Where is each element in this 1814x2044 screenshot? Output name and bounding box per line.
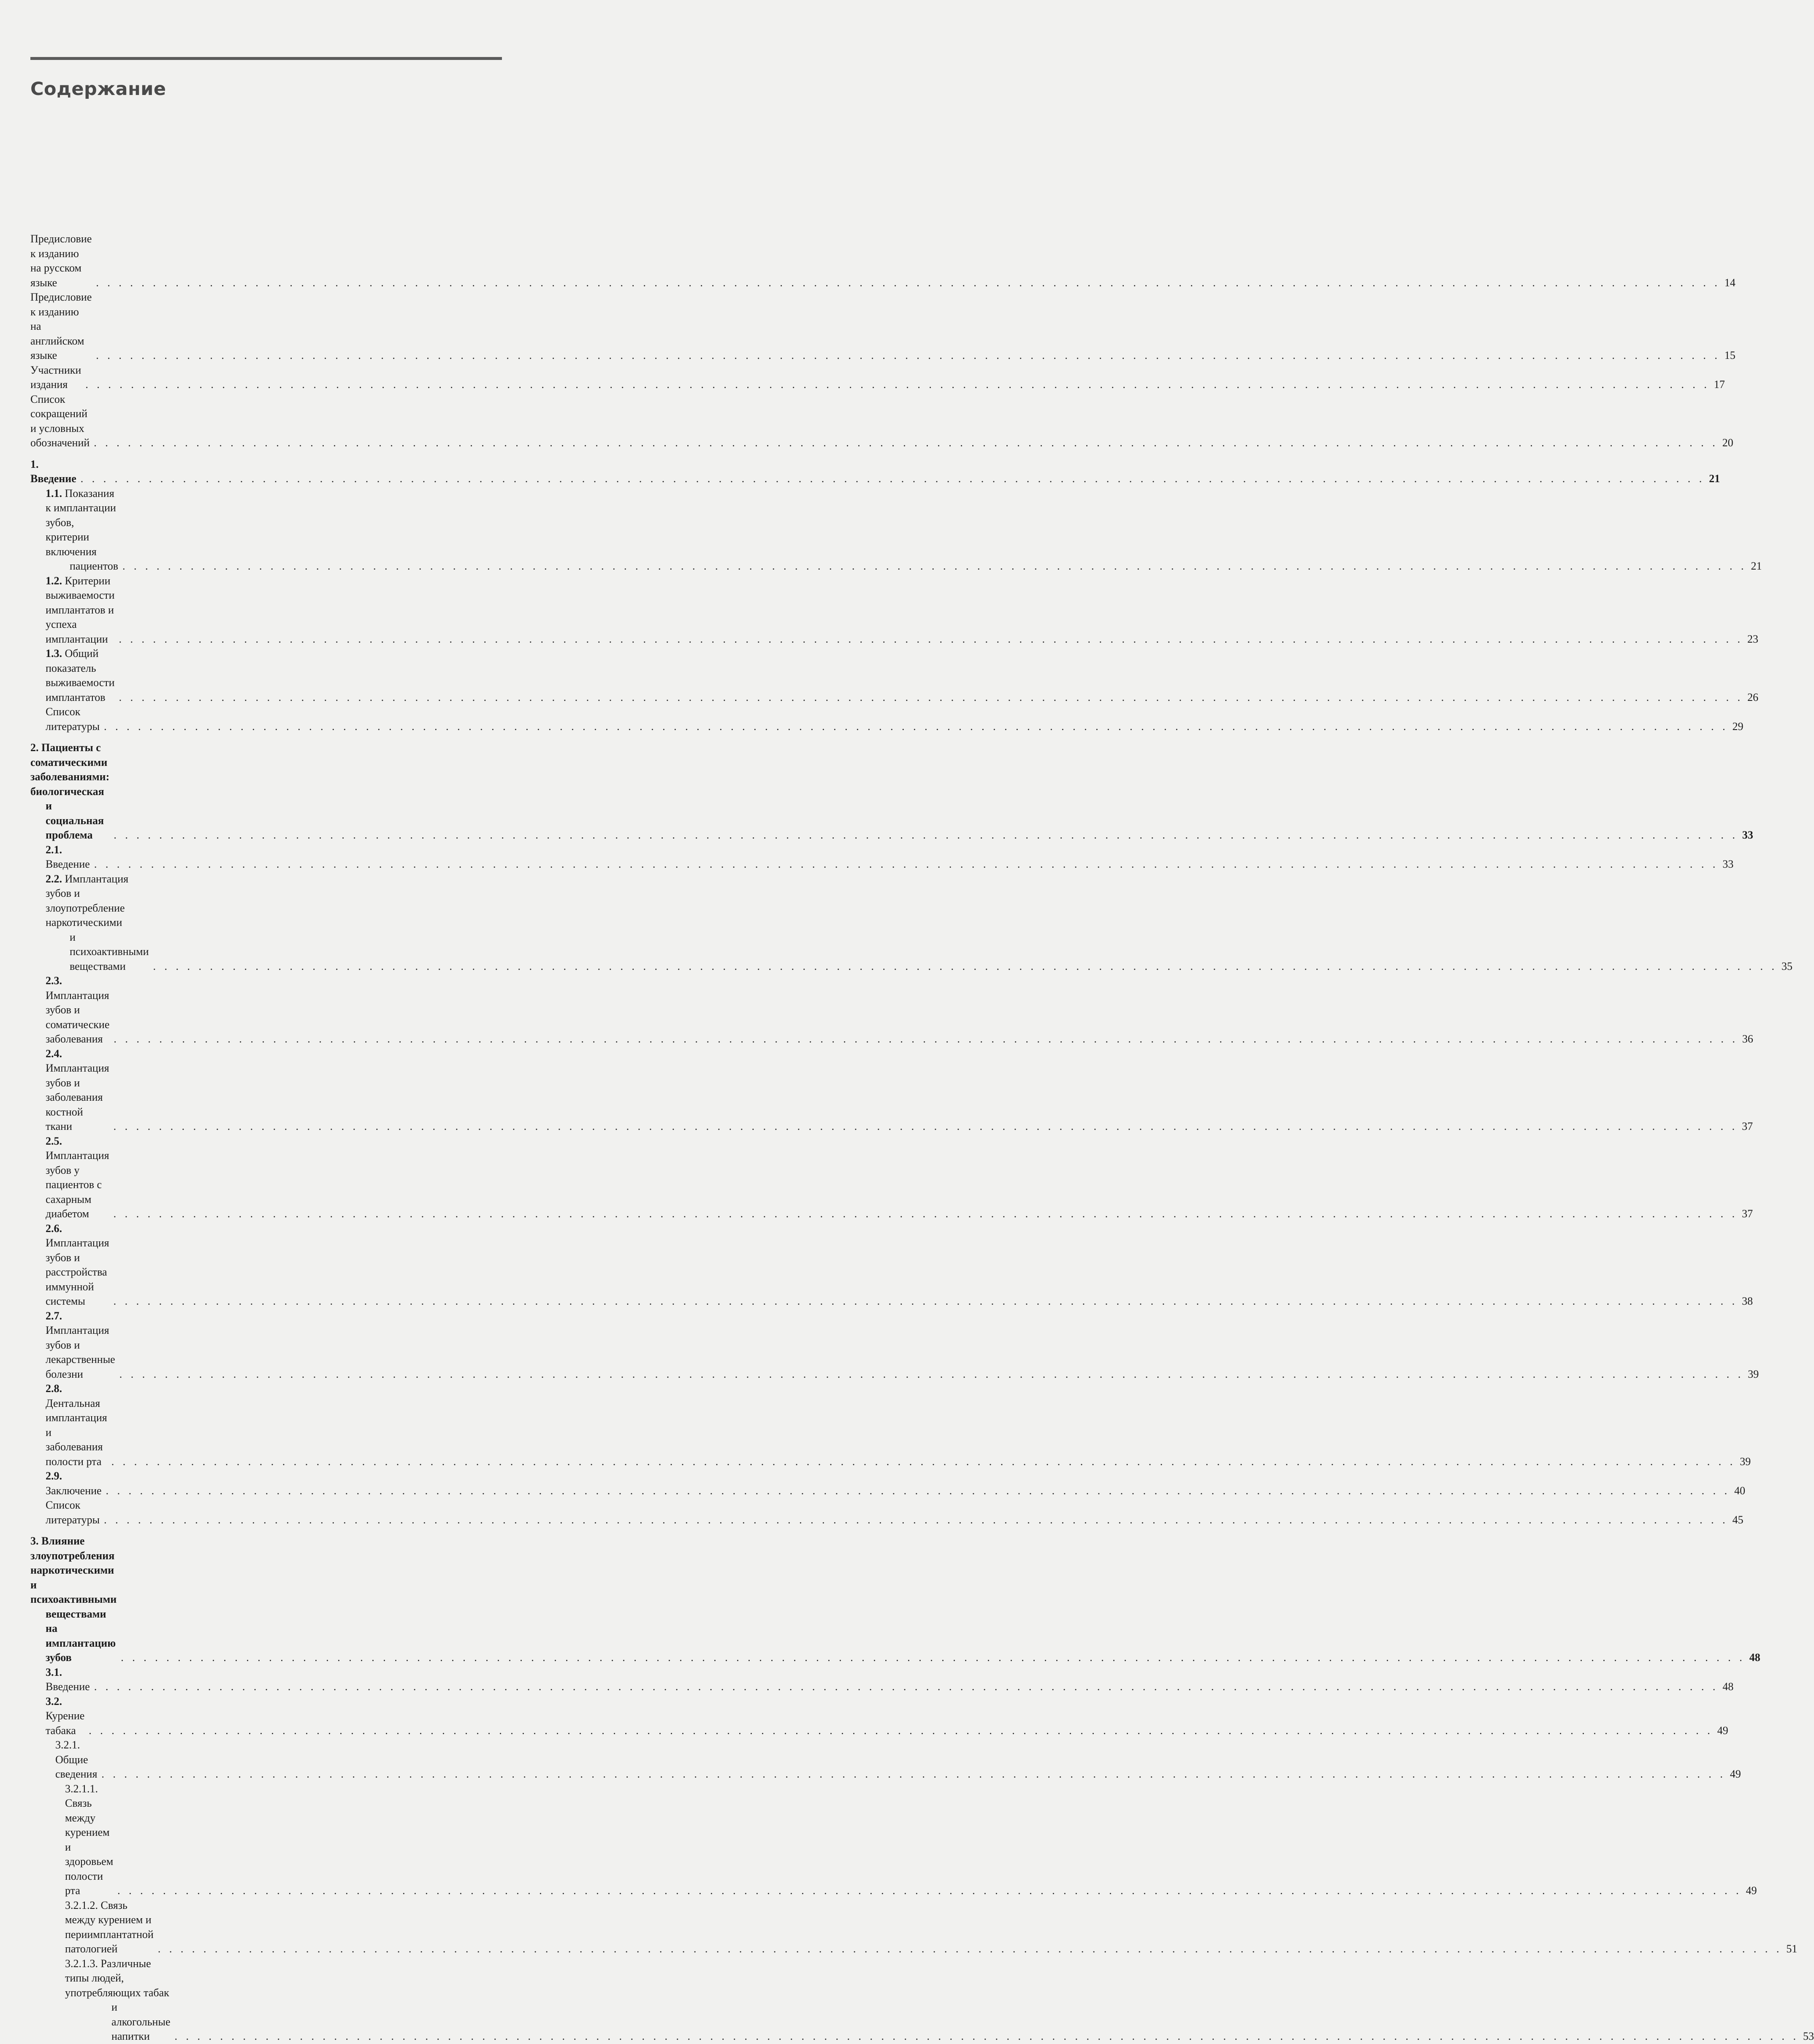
toc-page-number: 48 <box>1722 1680 1734 1693</box>
toc-number: 3.2.1.1. <box>65 1782 98 1795</box>
toc-page-number: 20 <box>1722 437 1733 449</box>
toc-number: 2.2. <box>46 872 62 885</box>
dot-leader <box>122 559 1747 574</box>
dot-leader <box>104 1513 1728 1528</box>
toc-number: 1.1. <box>46 487 62 499</box>
toc-entry-title-line2: и алкогольные напитки <box>111 2001 171 2042</box>
toc-number: 3. <box>30 1535 39 1547</box>
toc-number: 2.8. <box>46 1382 62 1395</box>
dot-leader <box>121 1650 1745 1665</box>
toc-page-number: 45 <box>1732 1513 1744 1526</box>
toc-entry-title-line1: Различные типы людей, употребляющих табак <box>65 1957 169 1999</box>
toc-entry-title: Курение табака <box>46 1710 85 1737</box>
toc-section-2-8[interactable] <box>30 1382 1751 1469</box>
toc-section-2-2[interactable] <box>30 872 1793 974</box>
toc-entry-title: Список литературы <box>46 706 100 733</box>
toc-chapter-1[interactable] <box>30 457 1720 486</box>
toc-section-2-5[interactable] <box>30 1134 1753 1222</box>
toc-page-number: 36 <box>1742 1033 1753 1045</box>
toc-section-3-2-1-2[interactable] <box>30 1898 1798 1957</box>
dot-leader <box>119 632 1744 647</box>
toc-section-3-1[interactable] <box>30 1665 1734 1694</box>
dot-leader <box>85 377 1710 392</box>
toc-entry-title: Имплантация зубов и заболевания костной ткани <box>46 1062 109 1132</box>
toc-entry-title-line1: Показания к имплантации зубов, критерии включения <box>46 487 116 558</box>
toc-entry-contributors[interactable] <box>30 363 1725 392</box>
toc-page-number: 53 <box>1803 2030 1814 2042</box>
toc-page-number: 17 <box>1714 378 1725 391</box>
toc-entry-title-line2: и социальная проблема <box>46 800 104 841</box>
toc-references-1[interactable] <box>30 705 1744 734</box>
toc-entry-title: Предисловие к изданию на русском языке <box>30 233 92 289</box>
toc-number: 2.9. <box>46 1470 62 1482</box>
toc-number: 2.7. <box>46 1309 62 1322</box>
dot-leader <box>96 348 1720 363</box>
dot-leader <box>119 1367 1744 1382</box>
dot-leader <box>114 828 1738 843</box>
toc-entry-title: Список литературы <box>46 1499 100 1526</box>
toc-entry-title: Связь между курением и периимплантатной патологией <box>65 1899 154 1955</box>
toc-number: 1.2. <box>46 574 62 587</box>
toc-number: 2.1. <box>46 843 62 856</box>
dot-leader <box>111 1455 1736 1469</box>
dot-leader <box>101 1767 1726 1782</box>
toc-page-number: 26 <box>1747 691 1759 703</box>
toc-entry-title: Введение <box>46 858 90 870</box>
header-rule <box>30 57 502 60</box>
toc-page-number: 49 <box>1717 1724 1728 1737</box>
toc-entry-title: Имплантация зубов и расстройства иммунной системы <box>46 1237 109 1307</box>
toc-page-number: 33 <box>1742 829 1753 841</box>
toc-page-number: 35 <box>1781 960 1793 972</box>
toc-number: 2.4. <box>46 1047 62 1060</box>
dot-leader <box>153 959 1778 974</box>
toc-entry-preface-en[interactable] <box>30 290 1735 363</box>
toc-entry-title: Участники издания <box>30 364 81 391</box>
toc-page-number: 15 <box>1724 349 1735 361</box>
toc-section-2-1[interactable] <box>30 843 1734 872</box>
dot-leader <box>114 1119 1738 1134</box>
toc-section-3-2-1[interactable] <box>30 1738 1741 1782</box>
dot-leader <box>89 1724 1713 1738</box>
dot-leader <box>96 276 1720 290</box>
toc-entry-title-line1: Пациенты с соматическими заболеваниями: биологическая <box>30 741 110 798</box>
dot-leader <box>94 436 1718 451</box>
page-title: Содержание <box>30 79 166 100</box>
dot-leader <box>81 472 1705 486</box>
toc-section-3-2[interactable] <box>30 1694 1728 1738</box>
toc-number: 2. <box>30 741 39 754</box>
toc-page-number: 49 <box>1730 1768 1741 1780</box>
toc-entry-title: Общие сведения <box>55 1753 98 1780</box>
table-of-contents <box>30 232 1814 2044</box>
toc-number: 2.6. <box>46 1222 62 1235</box>
toc-entry-title: Введение <box>46 1680 90 1693</box>
toc-references-2[interactable] <box>30 1498 1744 1527</box>
toc-number: 3.2. <box>46 1695 62 1707</box>
toc-entry-title: Критерии выживаемости имплантатов и успеха имплантации <box>46 574 115 645</box>
dot-leader <box>114 1294 1738 1309</box>
toc-page-number: 39 <box>1748 1368 1759 1380</box>
toc-entry-title-line2: веществами на имплантацию зубов <box>46 1607 116 1664</box>
toc-page-number: 49 <box>1746 1884 1757 1897</box>
toc-entry-title: Введение <box>30 472 76 485</box>
toc-page-number: 23 <box>1747 632 1759 645</box>
toc-entry-title: Имплантация зубов и лекарственные болезни <box>46 1324 115 1380</box>
toc-entry-title-line1: Имплантация зубов и злоупотребление наркотическими <box>46 872 129 928</box>
toc-entry-preface-ru[interactable] <box>30 232 1735 290</box>
toc-section-2-3[interactable] <box>30 974 1753 1047</box>
toc-entry-title: Дентальная имплантация и заболевания полости рта <box>46 1397 107 1468</box>
toc-entry-title-line2: пациентов <box>70 560 119 572</box>
toc-page-number: 14 <box>1724 276 1735 289</box>
toc-section-1-2[interactable] <box>30 574 1759 647</box>
toc-entry-title: Связь между курением и здоровьем полости рта <box>65 1797 114 1897</box>
toc-number: 2.3. <box>46 974 62 987</box>
toc-section-2-6[interactable] <box>30 1222 1753 1309</box>
toc-page-number: 48 <box>1749 1651 1760 1664</box>
toc-page-number: 40 <box>1734 1484 1746 1497</box>
dot-leader <box>114 1207 1738 1222</box>
toc-section-2-4[interactable] <box>30 1047 1753 1134</box>
toc-page-number: 37 <box>1742 1208 1753 1220</box>
toc-number: 2.5. <box>46 1135 62 1147</box>
toc-page-number: 29 <box>1732 720 1744 733</box>
toc-page-number: 37 <box>1742 1120 1753 1132</box>
toc-page-number: 39 <box>1740 1455 1751 1468</box>
toc-page-number: 51 <box>1786 1943 1798 1955</box>
dot-leader <box>117 1884 1742 1898</box>
toc-page-number: 21 <box>1751 560 1762 572</box>
dot-leader <box>94 1680 1719 1694</box>
toc-chapter-3[interactable] <box>30 1534 1760 1665</box>
toc-entry-title-line1: Влияние злоупотребления наркотическими и психоактивными <box>30 1535 117 1605</box>
toc-chapter-2[interactable] <box>30 741 1753 843</box>
toc-number: 3.1. <box>46 1666 62 1678</box>
toc-entry-title: Заключение <box>46 1484 102 1497</box>
toc-number: 3.2.1.3. <box>65 1957 98 1970</box>
toc-entry-title: Общий показатель выживаемости имплантатов <box>46 647 115 703</box>
toc-number: 3.2.1. <box>55 1739 80 1751</box>
toc-number: 1. <box>30 458 39 470</box>
toc-entry-title: Список сокращений и условных обозначений <box>30 393 90 449</box>
toc-number: 3.2.1.2. <box>65 1899 98 1911</box>
toc-section-3-2-1-1[interactable] <box>30 1782 1757 1898</box>
toc-section-1-3[interactable] <box>30 646 1759 705</box>
toc-entry-title: Имплантация зубов у пациентов с сахарным диабетом <box>46 1149 109 1220</box>
dot-leader <box>119 690 1744 705</box>
toc-page-number: 33 <box>1722 858 1734 870</box>
toc-section-3-2-1-3[interactable] <box>30 1957 1814 2044</box>
dot-leader <box>174 2029 1799 2044</box>
dot-leader <box>94 857 1719 872</box>
toc-page-number: 38 <box>1742 1295 1753 1307</box>
dot-leader <box>106 1484 1730 1498</box>
toc-section-2-7[interactable] <box>30 1309 1759 1382</box>
toc-page-number: 21 <box>1709 472 1720 485</box>
dot-leader <box>114 1032 1738 1047</box>
dot-leader <box>104 719 1728 734</box>
toc-section-2-9[interactable] <box>30 1469 1746 1498</box>
toc-number: 1.3. <box>46 647 62 660</box>
toc-entry-title: Имплантация зубов и соматические заболевания <box>46 989 110 1045</box>
dot-leader <box>158 1942 1782 1957</box>
toc-entry-title: Предисловие к изданию на английском языке <box>30 291 92 361</box>
toc-entry-abbreviations[interactable] <box>30 392 1733 451</box>
toc-section-1-1[interactable] <box>30 486 1762 574</box>
toc-entry-title-line2: и психоактивными веществами <box>70 931 149 972</box>
